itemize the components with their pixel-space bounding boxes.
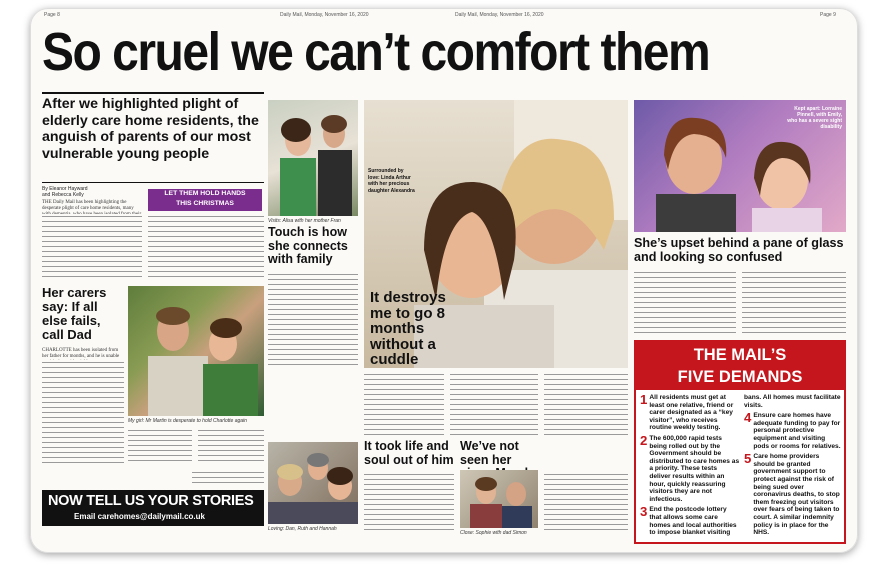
loved-story-text — [364, 472, 454, 534]
demand-item — [744, 394, 842, 409]
subhead: After we highlighted plight of elderly care home residents, the anguish of parents of our most vulnerable young people — [42, 96, 259, 162]
demand-item — [744, 453, 842, 537]
demand-item — [640, 432, 740, 503]
right-masthead: Daily Mail, Monday, November 16, 2020 — [455, 12, 544, 18]
subhead-rule-top — [42, 92, 264, 94]
byline — [42, 186, 142, 198]
left-masthead: Daily Mail, Monday, November 16, 2020 — [280, 12, 369, 18]
five-demands-title-line2: FIVE DEMANDS — [677, 368, 803, 386]
dad-story-column-3 — [198, 428, 264, 464]
dad-photo-caption: My girl: Mr Martin is desperate to hold Charlotte again — [128, 418, 247, 424]
glass-story-column-1 — [634, 270, 736, 336]
demand-text: Care home providers should be granted government support to protect against the risk of being sued over coronavirus deaths, to stop them freezing out visitors over fears of being taken to court. A similar indemnity policy is in place for the NHS. — [753, 453, 840, 537]
campaign-badge-line1: LET THEM HOLD HANDS — [164, 190, 246, 197]
main-headline: So cruel we can’t comfort them — [42, 22, 710, 83]
dad-photo — [128, 286, 264, 416]
intro-text: THE Daily Mail has been highlighting the desperate plight of care home residents, many — [42, 200, 134, 211]
dad-story-text: CHARLOTTE has been isolated from her father for months, and he is unable — [42, 348, 120, 359]
your-stories-box — [42, 490, 264, 526]
main-story-column-3 — [544, 372, 628, 436]
demand-text: End the postcode lottery that allows some care homes and local authorities to impose blanket visiting — [649, 506, 737, 537]
five-demands-column-2 — [744, 394, 842, 540]
family-photo-caption: Loving: Dan, Ruth and Hannah — [268, 526, 337, 532]
five-demands-box — [634, 340, 846, 544]
demand-text: The 600,000 rapid tests being rolled out by the Government should be distributed to care homes as a priority. These tests deliver results within an hour, quickly reassuring visitors they are not infectious. — [649, 434, 740, 503]
demand-text: All residents must get at least one relative, friend or carer designated as a “key visitor”, who receives routine weekly testing. — [649, 394, 734, 432]
main-photo-quote: It destroys me to go 8 months without a cuddle — [370, 289, 446, 368]
campaign-badge-line2: THIS CHRISTMAS — [176, 200, 234, 207]
touch-story-text — [268, 272, 358, 368]
march-story-heading: We’ve not seen her — [460, 439, 519, 467]
main-story-column-2 — [450, 372, 538, 436]
main-story-column-1 — [364, 372, 444, 436]
loved-story-heading: It took life and soul out of him — [364, 439, 454, 467]
march-story-text — [544, 472, 628, 534]
newspaper-spread — [30, 8, 858, 553]
demand-text: bans. All homes must facilitate visits. — [744, 394, 841, 409]
demand-item — [744, 412, 842, 450]
demand-text: Ensure care homes have adequate funding to pay for personal protective equipment and visiting pods or rooms for relatives. — [753, 412, 841, 450]
family-photo — [268, 442, 358, 524]
demand-number: 5 — [744, 451, 752, 467]
touch-photo-caption: Visits: Alisa with her mother Fran — [268, 218, 341, 224]
demand-item — [640, 506, 740, 536]
your-stories-email: Email carehomes@dailymail.co.uk — [74, 512, 205, 521]
glass-story-heading: She’s upset behind a pane of glass and looking so confused — [634, 236, 844, 264]
demand-item — [640, 394, 740, 432]
byline-line2: and Rebecca Kelly — [42, 192, 84, 198]
five-demands-title-line1: THE MAIL’S — [693, 346, 787, 364]
byline-line1: By Eleanor Hayward — [42, 186, 88, 192]
main-photo-caption: Surrounded by love: Linda Arthur with her precious daughter Alexandra — [368, 168, 415, 194]
demand-number: 1 — [640, 392, 648, 407]
demand-number: 2 — [640, 432, 648, 448]
subhead-rule-bottom — [42, 182, 264, 183]
five-demands-column-1 — [640, 394, 740, 540]
your-stories-heading: NOW TELL US YOUR STORIES — [48, 493, 254, 509]
dad-story-column-1 — [42, 360, 124, 464]
right-folio: Page 9 — [820, 12, 836, 18]
glass-photo-caption: Kept apart: Lorraine Pinnell, with Emily, who has a severe sight disability — [787, 106, 842, 130]
campaign-badge — [148, 189, 262, 211]
five-demands-header — [636, 342, 844, 390]
demand-number: 4 — [744, 410, 752, 426]
dad-story-column-4 — [192, 470, 264, 486]
touch-photo — [268, 100, 358, 216]
left-folio: Page 8 — [44, 12, 60, 18]
demand-number: 3 — [640, 504, 648, 520]
glass-story-column-2 — [742, 270, 846, 336]
touch-story-heading: Touch is how she connects with family — [268, 225, 348, 266]
intro-text-column-1 — [42, 214, 142, 280]
dad-story-heading: Her carers say: If all else fails, call Dad — [42, 285, 107, 342]
dad-story-column-2 — [128, 428, 192, 464]
march-photo — [460, 470, 538, 528]
intro-text-column-2 — [148, 214, 264, 280]
march-photo-caption: Close: Sophie with dad Simon — [460, 530, 527, 536]
